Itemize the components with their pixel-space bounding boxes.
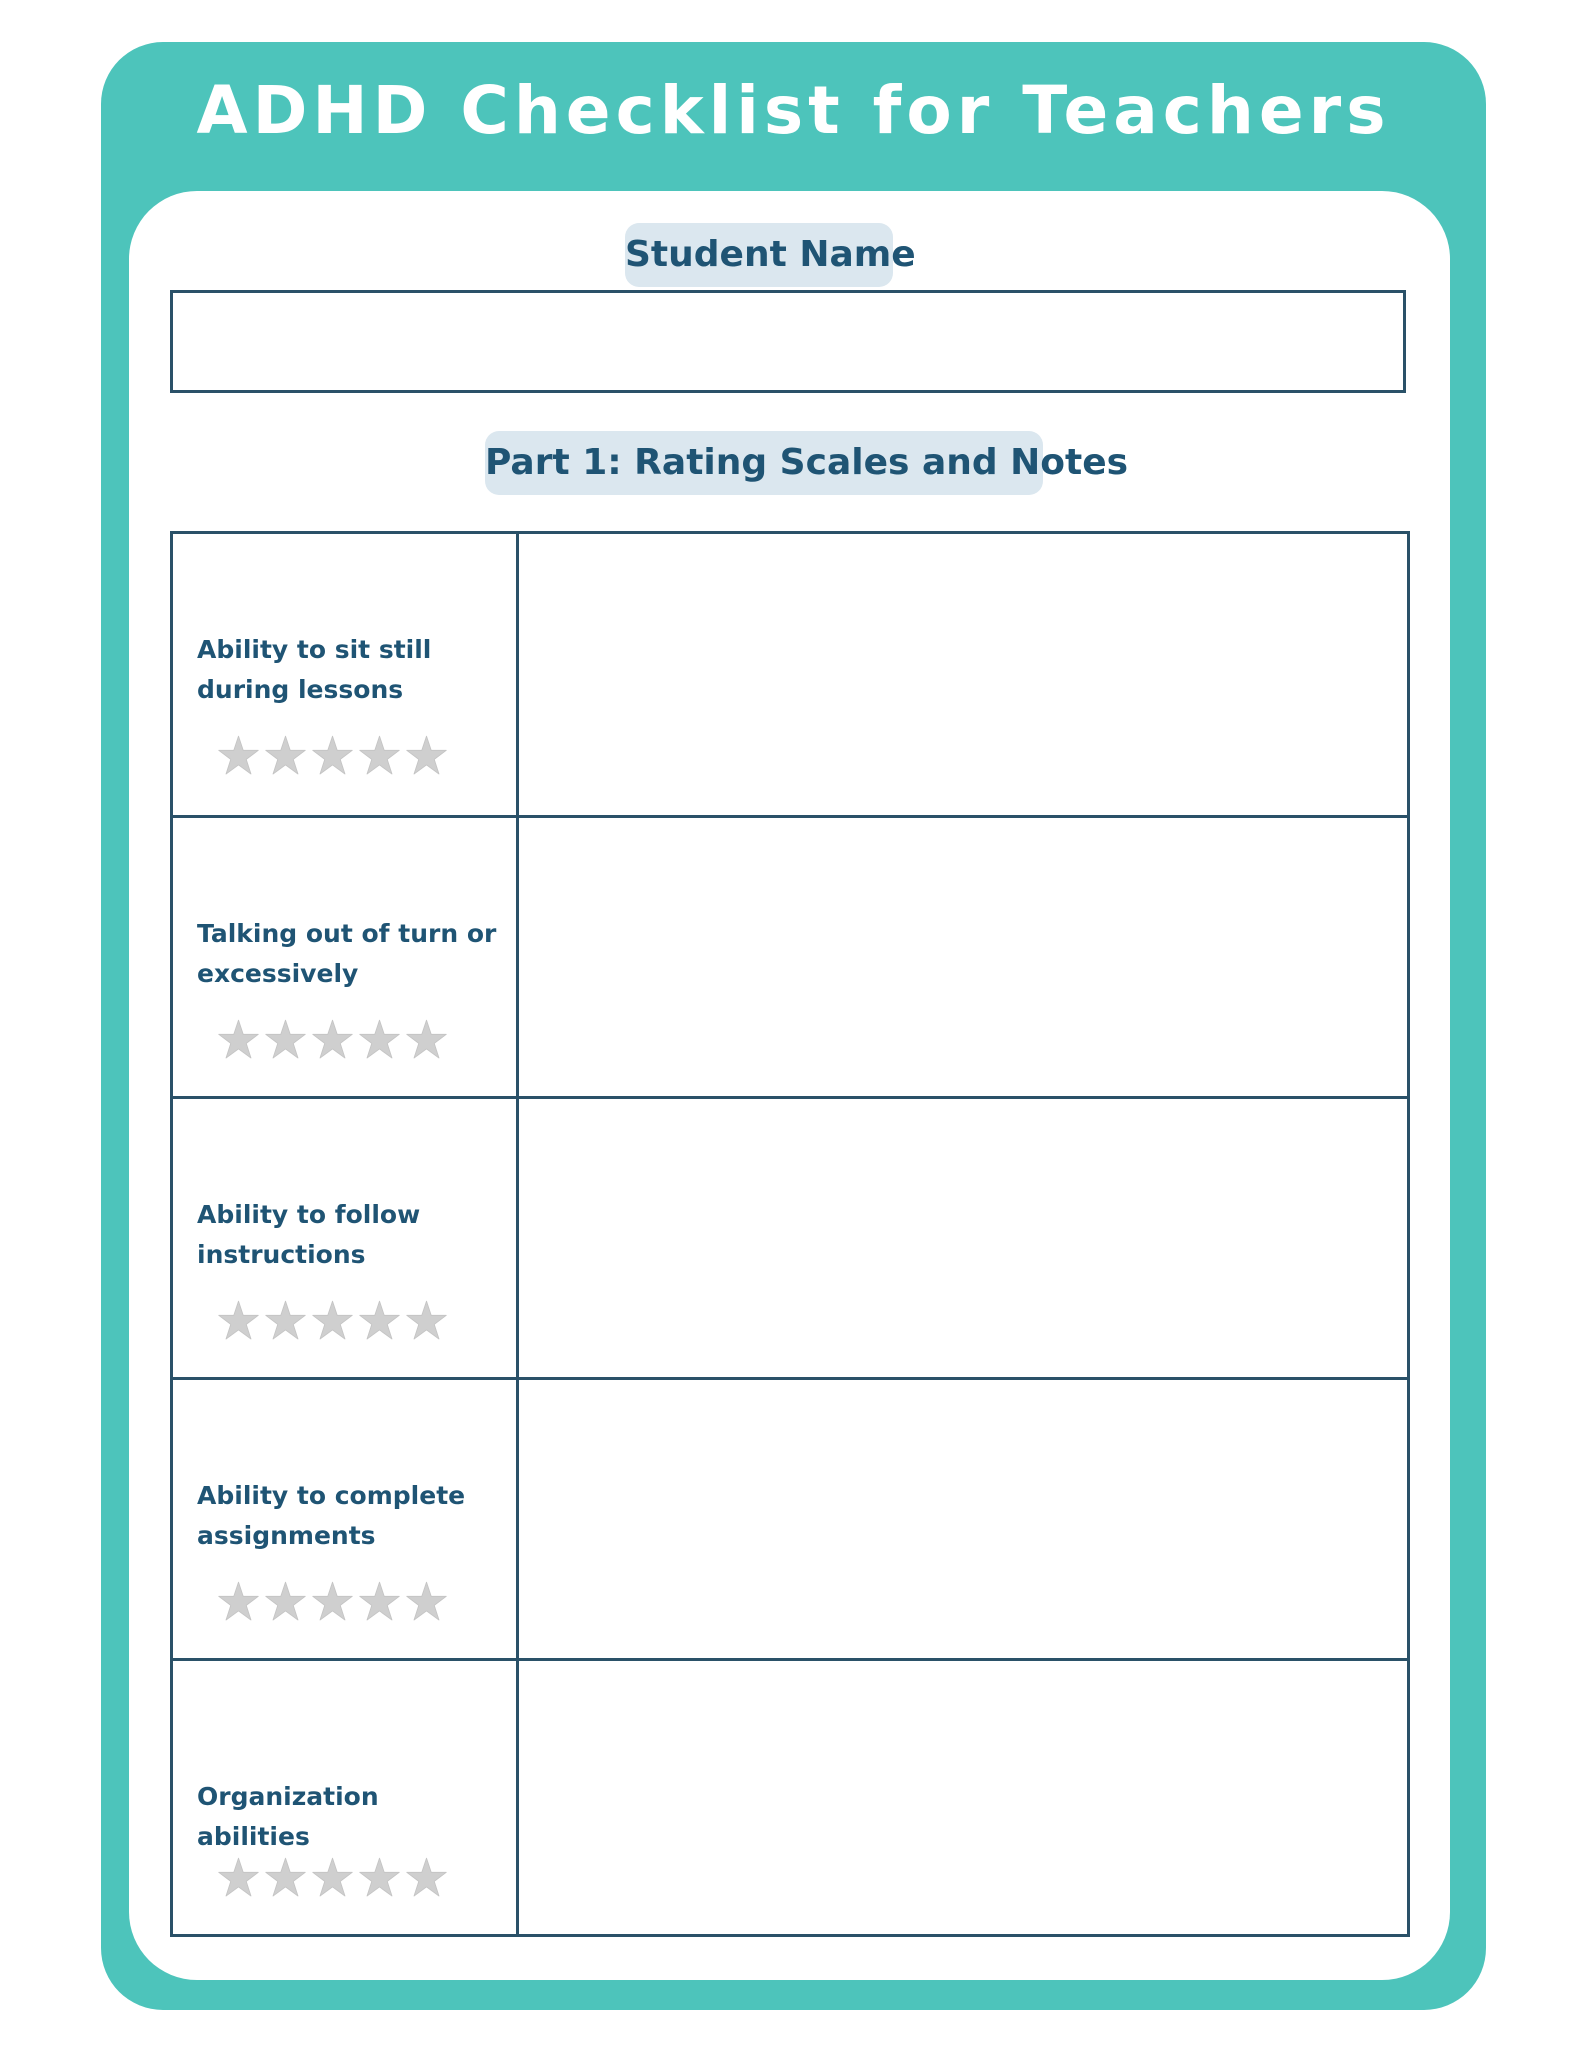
student-name-field[interactable] <box>170 290 1406 393</box>
notes-cell[interactable] <box>519 1661 1407 1934</box>
rating-row <box>173 534 1407 815</box>
star-icon[interactable] <box>217 734 260 777</box>
star-icon[interactable] <box>264 1018 307 1061</box>
star-icon[interactable] <box>405 734 448 777</box>
star-icon[interactable] <box>217 1856 260 1899</box>
rating-row <box>173 1096 1407 1377</box>
rating-item-label: Ability to sit still during lessons <box>197 635 432 704</box>
star-icon[interactable] <box>264 734 307 777</box>
rating-label-cell <box>173 534 519 815</box>
page-title: ADHD Checklist for Teachers <box>196 72 1391 149</box>
star-icon[interactable] <box>217 1018 260 1061</box>
rating-label-cell <box>173 1099 519 1377</box>
rating-item-label: Organization abilities <box>197 1782 379 1851</box>
star-icon[interactable] <box>358 1580 401 1623</box>
star-icon[interactable] <box>264 1580 307 1623</box>
rating-label-cell <box>173 818 519 1096</box>
star-icon[interactable] <box>311 1299 354 1342</box>
notes-cell[interactable] <box>519 818 1407 1096</box>
star-icon[interactable] <box>358 1018 401 1061</box>
star-rating[interactable] <box>217 1856 448 1902</box>
star-icon[interactable] <box>358 1856 401 1899</box>
notes-cell[interactable] <box>519 1380 1407 1658</box>
star-rating[interactable] <box>217 734 448 780</box>
star-icon[interactable] <box>264 1299 307 1342</box>
rating-item-label: Talking out of turn or excessively <box>197 919 497 988</box>
star-icon[interactable] <box>405 1856 448 1899</box>
star-icon[interactable] <box>358 1299 401 1342</box>
rating-row <box>173 815 1407 1096</box>
star-icon[interactable] <box>217 1299 260 1342</box>
section-title: Part 1: Rating Scales and Notes <box>485 431 1043 495</box>
student-name-label: Student Name <box>625 223 893 287</box>
rating-label-cell <box>173 1380 519 1658</box>
star-icon[interactable] <box>311 1580 354 1623</box>
rating-row <box>173 1658 1407 1934</box>
rating-row <box>173 1377 1407 1658</box>
notes-cell[interactable] <box>519 534 1407 815</box>
star-icon[interactable] <box>405 1018 448 1061</box>
star-rating[interactable] <box>217 1299 448 1345</box>
star-icon[interactable] <box>311 1856 354 1899</box>
notes-cell[interactable] <box>519 1099 1407 1377</box>
star-rating[interactable] <box>217 1580 448 1626</box>
star-icon[interactable] <box>405 1580 448 1623</box>
star-icon[interactable] <box>311 1018 354 1061</box>
rating-item-label: Ability to complete assignments <box>197 1481 466 1550</box>
rating-table <box>170 531 1410 1937</box>
star-icon[interactable] <box>405 1299 448 1342</box>
star-icon[interactable] <box>264 1856 307 1899</box>
rating-label-cell <box>173 1661 519 1934</box>
rating-item-label: Ability to follow instructions <box>197 1200 421 1269</box>
star-rating[interactable] <box>217 1018 448 1064</box>
star-icon[interactable] <box>358 734 401 777</box>
star-icon[interactable] <box>217 1580 260 1623</box>
star-icon[interactable] <box>311 734 354 777</box>
